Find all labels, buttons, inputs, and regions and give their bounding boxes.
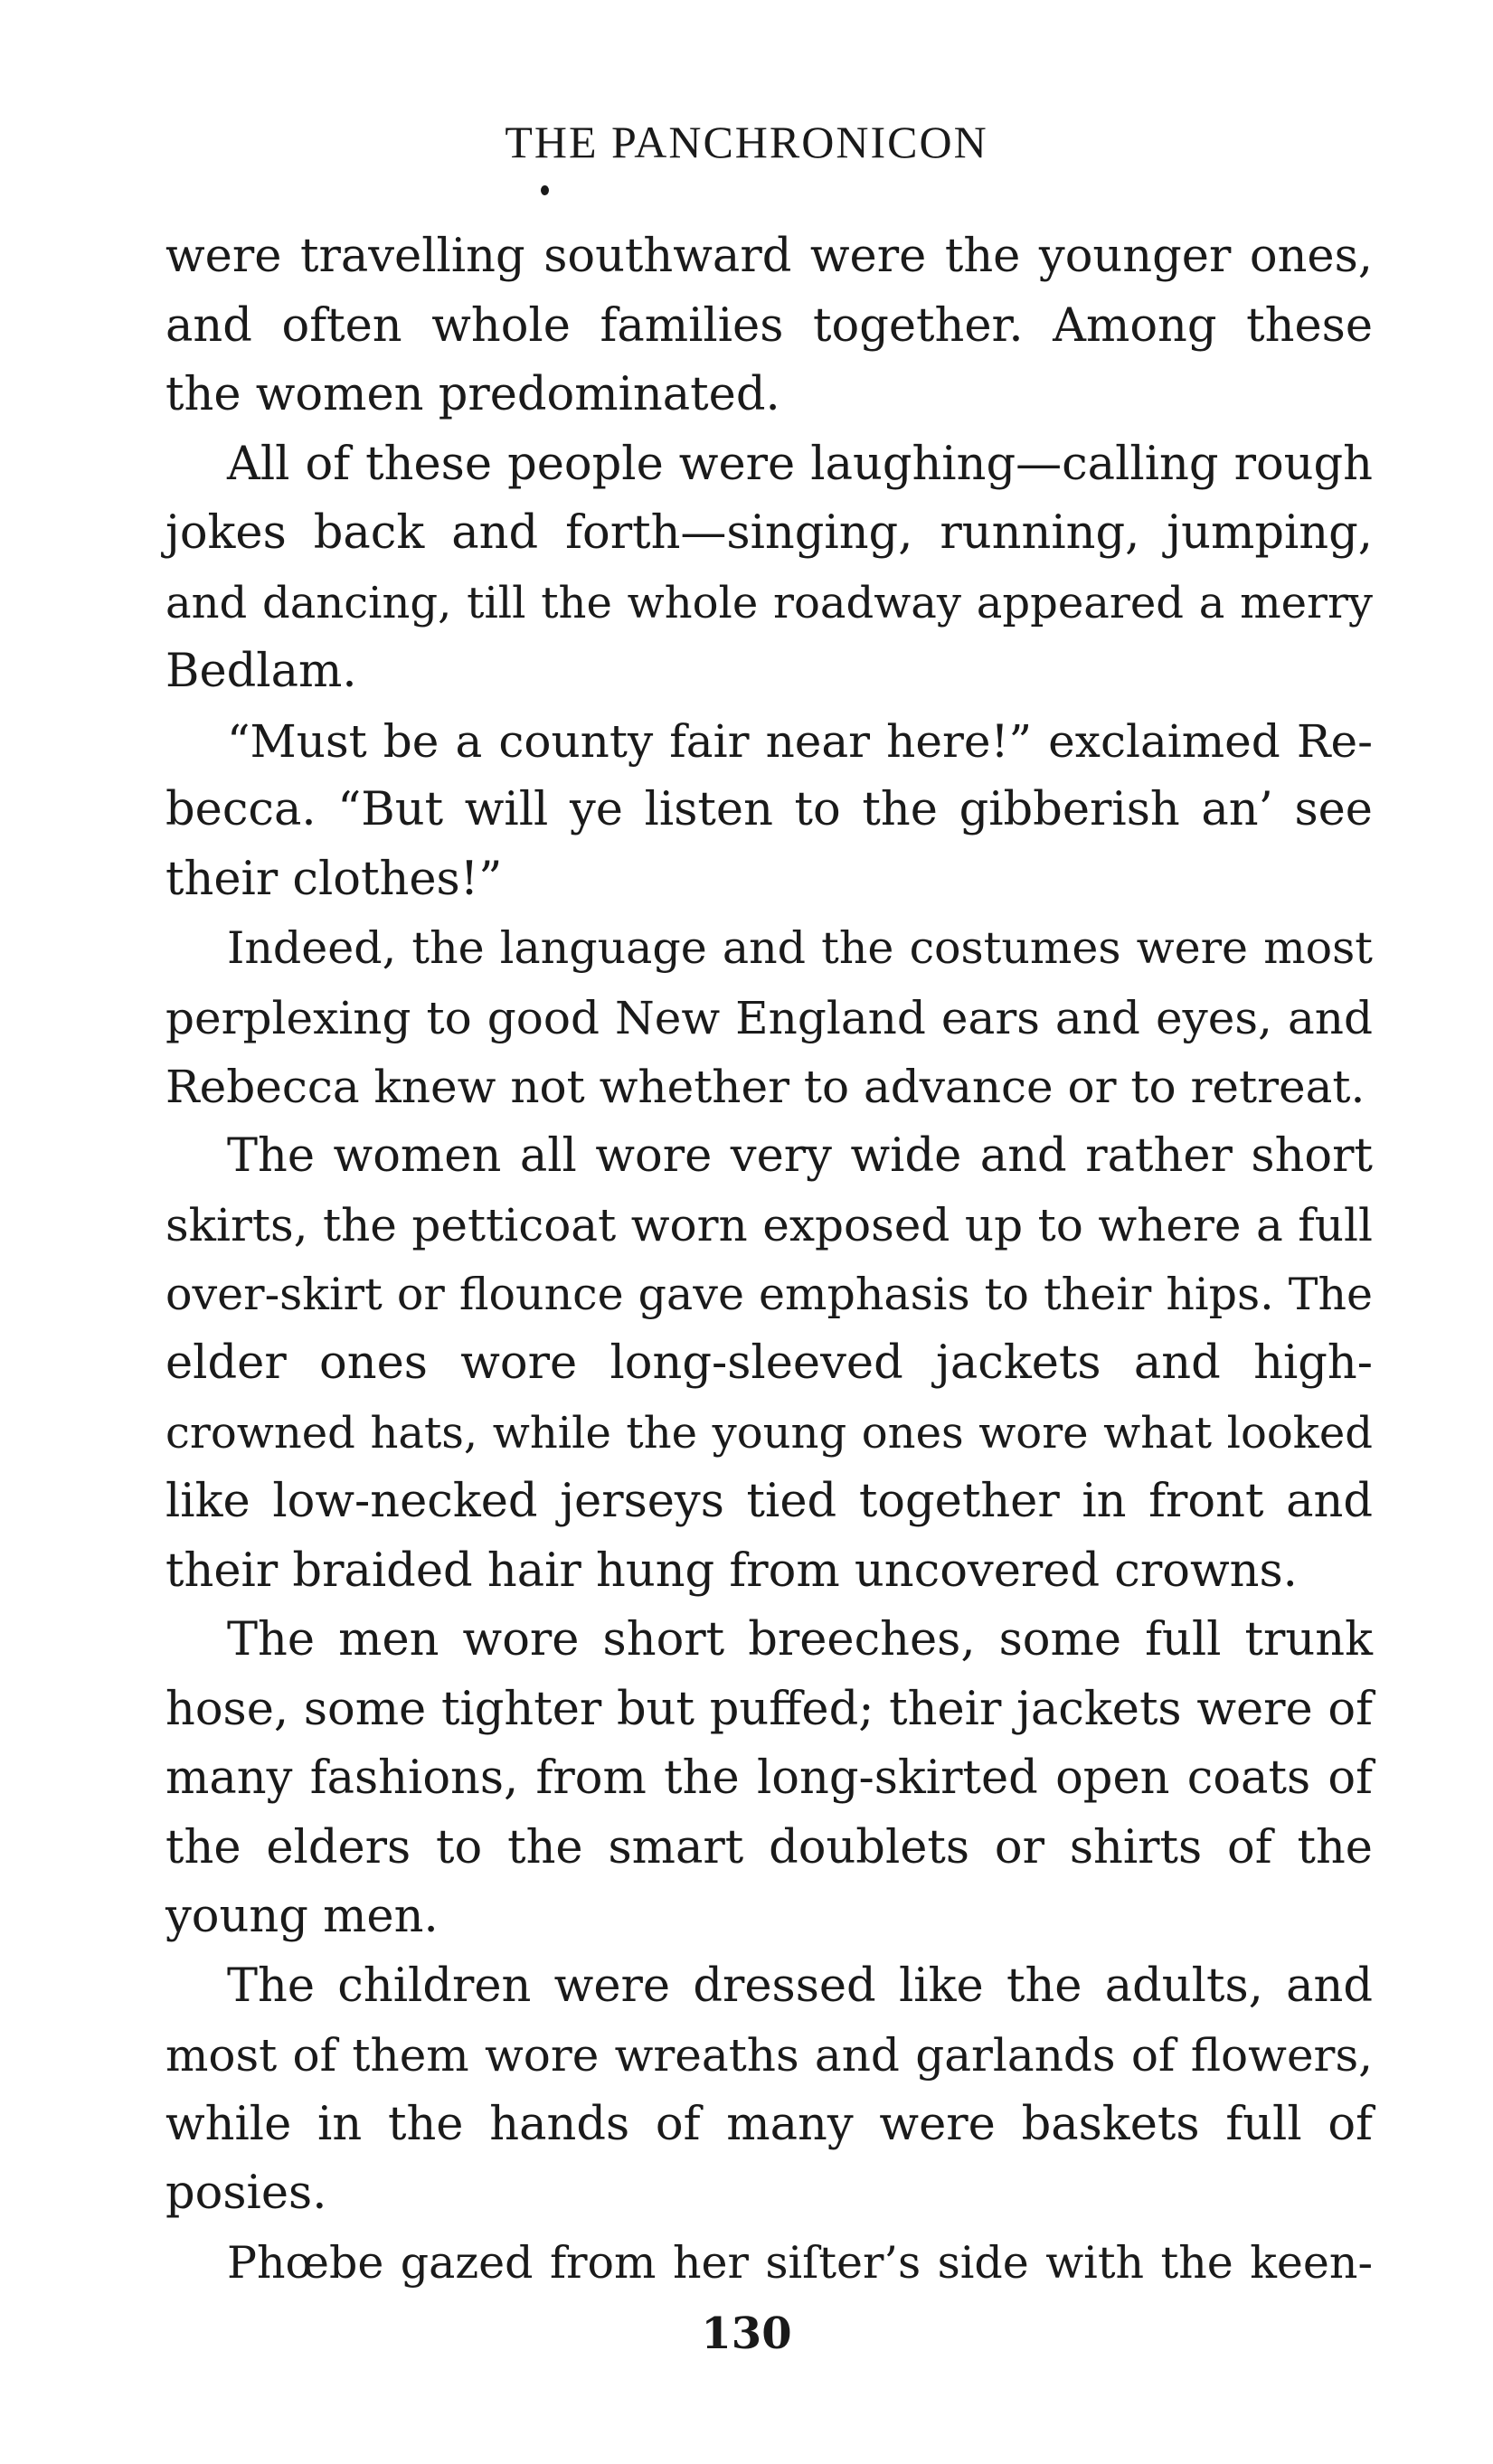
- text-line: their clothes!”: [165, 852, 503, 906]
- text-line: their braided hair hung from uncovered crowns.: [165, 1544, 1298, 1598]
- ink-speck: [541, 185, 549, 195]
- text-line: elder ones wore long-sleeved jackets and high-: [165, 1336, 1373, 1390]
- text-line: most of them wore wreaths and garlands of flowers,: [165, 2029, 1373, 2082]
- text-line: the elders to the smart doublets or shirts of the: [165, 1820, 1373, 1874]
- text-line: The men wore short breeches, some full trunk: [227, 1613, 1373, 1666]
- text-line: Bedlam.: [165, 645, 357, 698]
- body-text: [165, 222, 1373, 2298]
- text-line: jokes back and forth—singing, running, jumping,: [165, 506, 1373, 560]
- text-line: Rebecca knew not whether to advance or to retreat.: [165, 1061, 1365, 1113]
- text-line: All of these people were laughing—calling rough: [227, 437, 1373, 491]
- text-line: while in the hands of many were baskets full of: [165, 2097, 1373, 2151]
- text-line: crowned hats, while the young ones wore what looked: [165, 1407, 1373, 1459]
- text-line: the women predominated.: [165, 368, 780, 421]
- text-line: The children were dressed like the adults, and: [227, 1959, 1373, 2013]
- text-line: posies.: [165, 2167, 327, 2220]
- text-line: The women all wore very wide and rather short: [227, 1128, 1373, 1183]
- text-line: hose, some tighter but puffed; their jackets were of: [165, 1682, 1373, 1736]
- running-head: THE PANCHRONICON: [505, 117, 988, 167]
- text-line: over-skirt or flounce gave emphasis to their hips. The: [165, 1268, 1373, 1320]
- text-line: like low-necked jerseys tied together in front and: [165, 1475, 1373, 1528]
- text-line: perplexing to good New England ears and eyes, and: [165, 991, 1373, 1044]
- page-number: 130: [701, 2308, 792, 2359]
- text-line: were travelling southward were the younger ones,: [165, 230, 1373, 283]
- text-line: and often whole families together. Among these: [165, 298, 1373, 353]
- text-line: “Must be a county fair near here!” exclaimed Re-: [227, 714, 1373, 768]
- text-line: becca. “But will ye listen to the gibberish an’ see: [165, 783, 1373, 836]
- text-line: and dancing, till the whole roadway appeared a merry: [165, 577, 1373, 628]
- text-line: skirts, the petticoat worn exposed up to where a full: [165, 1199, 1373, 1251]
- text-line: Phœbe gazed from her siſter’s side with the keen-: [227, 2236, 1373, 2289]
- text-line: many fashions, from the long-skirted open coats of: [165, 1751, 1373, 1805]
- text-line: Indeed, the language and the costumes were most: [227, 922, 1373, 974]
- text-line: young men.: [165, 1890, 439, 1943]
